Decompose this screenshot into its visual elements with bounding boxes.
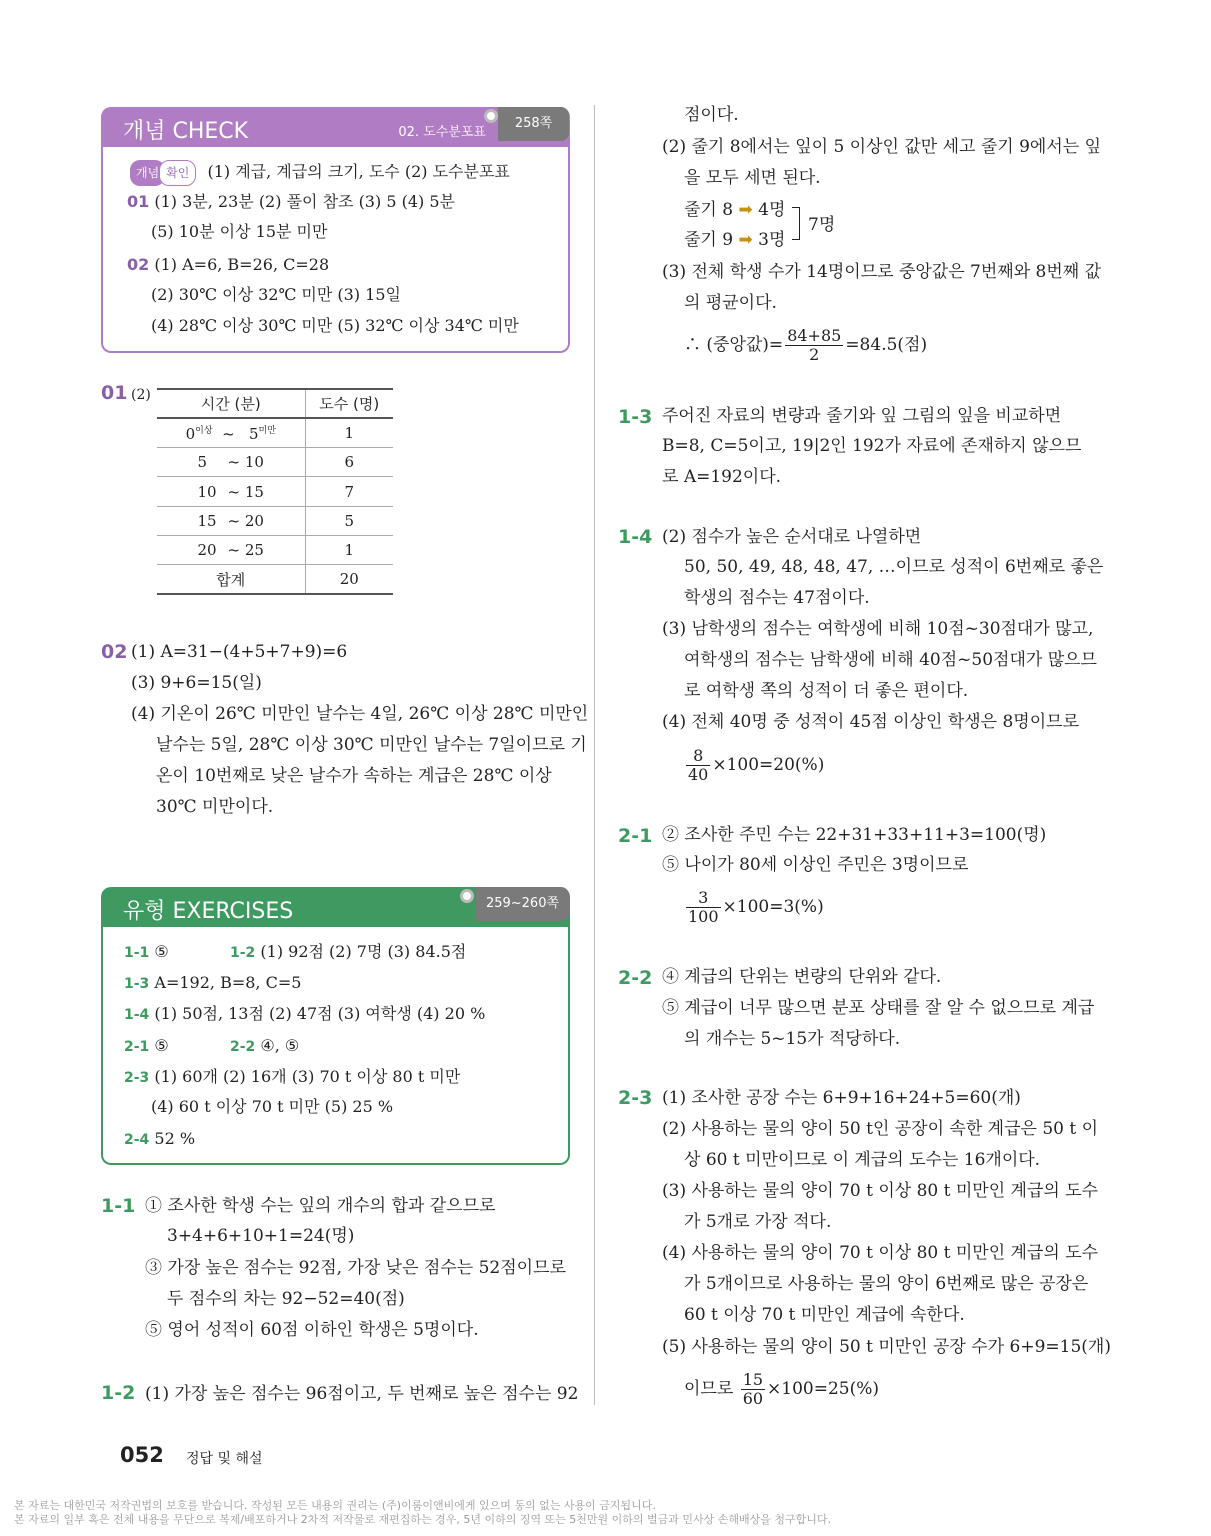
s23-line-1: (2) 사용하는 물의 양이 50 t인 공장이 속한 계급은 50 t 이 xyxy=(662,1119,1099,1139)
exercise-item: 2-1 ⑤ xyxy=(124,1036,169,1055)
bracket xyxy=(792,207,800,240)
s23-line-3: (3) 사용하는 물의 양이 70 t 이상 80 t 미만인 계급의 도수 xyxy=(662,1181,1099,1201)
s11-line-3: 두 점수의 차는 92−52=40(점) xyxy=(167,1289,405,1309)
s12-line-9: (3) 전체 학생 수가 14명이므로 중앙값은 7번째와 8번째 값 xyxy=(662,262,1102,282)
exercise-item: 2-2 ④, ⑤ xyxy=(230,1036,300,1055)
s23-number: 2-3 xyxy=(618,1087,653,1109)
q02-line-0: (1) A=31−(4+5+7+9)=6 xyxy=(131,642,348,662)
exercises-title: 유형 EXERCISES xyxy=(123,899,294,924)
table-row: 5 ~ 10 6 xyxy=(157,448,393,477)
confirm-badge: 확인 xyxy=(159,160,196,186)
median-formula: ∴ (중앙값)= $\frac{84+85}{2}$ =84.5(점) xyxy=(684,326,928,364)
frequency-table xyxy=(157,388,393,595)
s22-number: 2-2 xyxy=(618,967,653,989)
exercise-item: 1-4 (1) 50점, 13점 (2) 47점 (3) 여학생 (4) 20 % xyxy=(124,1004,486,1023)
s23-line-4: 가 5개로 가장 적다. xyxy=(684,1212,832,1232)
footer-label: 정답 및 해설 xyxy=(186,1451,263,1467)
concept-line-3: 02 (1) A=6, B=26, C=28 xyxy=(127,255,330,274)
s21-formula: $\frac{3}{100}$ ×100=3(%) xyxy=(688,888,824,926)
s13-number: 1-3 xyxy=(618,406,653,428)
concept-line-0: 개념 확인 (1) 계급, 계급의 크기, 도수 (2) 도수분포표 xyxy=(130,160,510,186)
table-row: 20 ~ 25 1 xyxy=(157,535,393,564)
s14-line-2: 학생의 점수는 47점이다. xyxy=(684,588,870,608)
s23-line-5: (4) 사용하는 물의 양이 70 t 이상 80 t 미만인 계급의 도수 xyxy=(662,1243,1099,1263)
q02-line-4: 온이 10번째로 낮은 날수가 속하는 계급은 28℃ 이상 xyxy=(156,766,552,786)
exercise-item: 1-1 ⑤ xyxy=(124,942,169,961)
s21-line-1: ⑤ 나이가 80세 이상인 주민은 3명이므로 xyxy=(662,855,969,875)
s12-line-0: (1) 가장 높은 점수는 96점이고, 두 번째로 높은 점수는 92 xyxy=(145,1384,579,1404)
exercise-item: 1-2 (1) 92점 (2) 7명 (3) 84.5점 xyxy=(230,942,467,961)
s11-number: 1-1 xyxy=(101,1195,136,1217)
column-divider xyxy=(594,105,595,1405)
s21-number: 2-1 xyxy=(618,825,653,847)
s13-line-1: B=8, C=5이고, 19|2인 192가 자료에 존재하지 않으므 xyxy=(662,436,1082,456)
arrow-icon: ➡ xyxy=(738,200,753,220)
s11-line-4: ⑤ 영어 성적이 60점 이하인 학생은 5명이다. xyxy=(145,1320,479,1340)
concept-line-1: 01 (1) 3분, 23분 (2) 풀이 참조 (3) 5 (4) 5분 xyxy=(127,192,455,211)
table-header: 시간 (분) xyxy=(157,389,305,418)
table-header: 도수 (명) xyxy=(305,389,393,418)
exercise-item: 2-4 52 % xyxy=(124,1129,196,1148)
q01-part: (2) xyxy=(131,387,151,403)
q02-number: 02 xyxy=(101,641,128,663)
copyright-line-1: 본 자료는 대한민국 저작권법의 보호를 받습니다. 작성된 모든 내용의 권리는 (주)이룸이앤비에게 있으며 동의 없는 사용이 금지됩니다. xyxy=(14,1499,656,1512)
q02-line-3: 날수는 5일, 28℃ 이상 30℃ 미만인 날수는 7일이므로 기 xyxy=(156,735,587,755)
concept-line-5: (4) 28℃ 이상 30℃ 미만 (5) 32℃ 이상 34℃ 미만 xyxy=(151,316,519,335)
q02-line-2: (4) 기온이 26℃ 미만인 날수는 4일, 26℃ 이상 28℃ 미만인 xyxy=(131,704,589,724)
page-number: 052 xyxy=(120,1443,164,1467)
s11-line-2: ③ 가장 높은 점수는 92점, 가장 낮은 점수는 52점이므로 xyxy=(145,1258,566,1278)
page-tab-259: 259~260쪽 xyxy=(476,887,569,921)
s12-line-3: 을 모두 세면 된다. xyxy=(684,168,821,188)
concept-line-2: (5) 10분 이상 15분 미만 xyxy=(151,222,328,241)
s14-line-6: (4) 전체 40명 중 성적이 45점 이상인 학생은 8명이므로 xyxy=(662,712,1079,732)
stem-total: 7명 xyxy=(808,215,836,235)
page-tab-258: 258쪽 xyxy=(498,107,569,141)
arrow-icon: ➡ xyxy=(738,230,753,250)
stem-8: 줄기 8 ➡ 4명 xyxy=(684,200,786,220)
s11-line-1: 3+4+6+10+1=24(명) xyxy=(167,1226,355,1246)
copyright-line-2: 본 자료의 일부 혹은 전체 내용을 무단으로 복제/배포하거나 2차적 저작물로 재편집하는 경우, 5년 이하의 징역 또는 5천만원 이하의 벌금과 민사상 손해배상을 청구합니다. xyxy=(14,1513,832,1526)
s14-line-5: 로 여학생 쪽의 성적이 더 좋은 편이다. xyxy=(684,681,969,701)
table-row: 10 ~ 15 7 xyxy=(157,477,393,506)
exercise-item: 1-3 A=192, B=8, C=5 xyxy=(124,973,302,992)
concept-badge: 개념 xyxy=(130,160,165,186)
s14-line-4: 여학생의 점수는 남학생에 비해 40점~50점대가 많으므 xyxy=(684,650,1097,670)
s11-line-0: ① 조사한 학생 수는 잎의 개수의 합과 같으므로 xyxy=(145,1196,496,1216)
s23-line-8: (5) 사용하는 물의 양이 50 t 미만인 공장 수가 6+9=15(개) xyxy=(662,1337,1111,1357)
s14-formula: $\frac{8}{40}$ ×100=20(%) xyxy=(688,746,825,784)
clip-icon xyxy=(460,889,474,903)
s23-line-2: 상 60 t 미만이므로 이 계급의 도수는 16개이다. xyxy=(684,1150,1041,1170)
s23-formula: 이므로 $\frac{15}{60}$ ×100=25(%) xyxy=(684,1370,880,1408)
s13-line-0: 주어진 자료의 변량과 줄기와 잎 그림의 잎을 비교하면 xyxy=(662,406,1062,426)
s22-line-2: 의 개수는 5~15가 적당하다. xyxy=(684,1029,901,1049)
s23-line-0: (1) 조사한 공장 수는 6+9+16+24+5=60(개) xyxy=(662,1088,1021,1108)
table-row: $0^{이상}$ ~ $5^{미만}$ 1 xyxy=(157,418,393,447)
exercise-item: 2-3 (1) 60개 (2) 16개 (3) 70 t 이상 80 t 미만 xyxy=(124,1067,461,1086)
s12-line-10: 의 평균이다. xyxy=(684,293,777,313)
s14-number: 1-4 xyxy=(618,526,653,548)
stem-9: 줄기 9 ➡ 3명 xyxy=(684,230,786,250)
s14-line-3: (3) 남학생의 점수는 여학생에 비해 10점~30점대가 많고, xyxy=(662,619,1094,639)
concept-line-4: (2) 30℃ 이상 32℃ 미만 (3) 15일 xyxy=(151,285,401,304)
concept-check-subtitle: 02. 도수분포표 xyxy=(398,125,486,140)
s21-line-0: ② 조사한 주민 수는 22+31+33+11+3=100(명) xyxy=(662,825,1047,845)
s14-line-1: 50, 50, 49, 48, 48, 47, …이므로 성적이 6번째로 좋은 xyxy=(684,557,1104,577)
s14-line-0: (2) 점수가 높은 순서대로 나열하면 xyxy=(662,527,922,547)
s23-line-6: 가 5개이므로 사용하는 물의 양이 6번째로 많은 공장은 xyxy=(684,1274,1089,1294)
q01-number: 01 xyxy=(101,382,128,404)
table-total-row: 합계 20 xyxy=(157,565,393,594)
s12-line-1: 점이다. xyxy=(684,105,739,125)
clip-icon xyxy=(484,109,498,123)
s22-line-0: ④ 계급의 단위는 변량의 단위와 같다. xyxy=(662,967,942,987)
s12-line-2: (2) 줄기 8에서는 잎이 5 이상인 값만 세고 줄기 9에서는 잎 xyxy=(662,137,1102,157)
table-row: 15 ~ 20 5 xyxy=(157,506,393,535)
s12-number: 1-2 xyxy=(101,1382,136,1404)
s13-line-2: 로 A=192이다. xyxy=(662,467,782,487)
exercise-item: (4) 60 t 이상 70 t 미만 (5) 25 % xyxy=(151,1097,394,1116)
s22-line-1: ⑤ 계급이 너무 많으면 분포 상태를 잘 알 수 없으므로 계급 xyxy=(662,998,1095,1018)
q02-line-1: (3) 9+6=15(일) xyxy=(131,673,262,693)
s23-line-7: 60 t 이상 70 t 미만인 계급에 속한다. xyxy=(684,1305,965,1325)
q02-line-5: 30℃ 미만이다. xyxy=(156,797,274,817)
concept-check-title: 개념 CHECK xyxy=(123,119,249,144)
